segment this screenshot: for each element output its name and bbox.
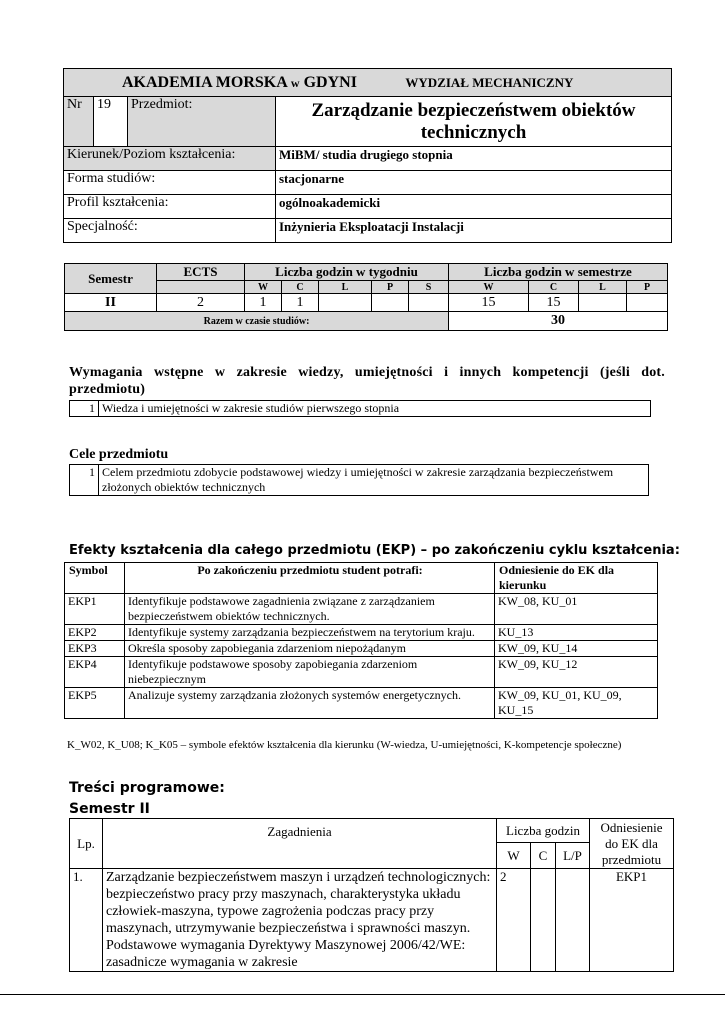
- outcomes-header-symbol: Symbol: [65, 563, 125, 594]
- table-row: [65, 594, 658, 625]
- program-header-w: W: [497, 843, 531, 869]
- sub-header-c-sem: C: [529, 281, 579, 294]
- sub-header-c: C: [282, 281, 319, 294]
- outcomes-header-description: Po zakończeniu przedmiotu student potrafi:: [125, 563, 495, 594]
- program-row-reference: EKP1: [590, 869, 674, 972]
- academy-header-cell: [64, 69, 672, 97]
- field-label: Kierunek/Poziom kształcenia:: [64, 147, 276, 171]
- program-row-number: 1.: [70, 869, 103, 972]
- course-header-table: [63, 68, 672, 243]
- field-value: MiBM/ studia drugiego stopnia: [276, 147, 672, 171]
- study-form-value: stacjonarne: [276, 171, 672, 195]
- outcome-text: Identyfikuje podstawowe sposoby zapobiegania zdarzeniom niebezpiecznym: [125, 657, 495, 688]
- outcome-text: Określa sposoby zapobiegania zdarzeniom niepożądanym: [125, 641, 495, 657]
- total-label: Razem w czasie studiów:: [65, 312, 449, 331]
- outcome-reference: KW_08, KU_01: [495, 594, 658, 625]
- outcome-reference: KW_09, KU_14: [495, 641, 658, 657]
- nr-label: Nr: [64, 97, 94, 147]
- requirement-text: Wiedza i umiejętności w zakresie studiów pierwszego stopnia: [99, 401, 651, 417]
- weekly-hours-header: Liczba godzin w tygodniu: [245, 264, 449, 281]
- profile-label: Profil kształcenia:: [64, 195, 276, 219]
- profile-value: ogólnoakademicki: [276, 195, 672, 219]
- list-item: [70, 465, 649, 496]
- goal-number: 1: [70, 465, 99, 496]
- outcomes-note: K_W02, K_U08; K_K05 – symbole efektów kształcenia dla kierunku (W-wiedza, U-umiejętności, K-kompetencje społeczne): [67, 739, 622, 751]
- sem-l-value: [579, 294, 627, 312]
- outcome-symbol: EKP3: [65, 641, 125, 657]
- ects-header: ECTS: [157, 264, 245, 281]
- program-header-c: C: [531, 843, 556, 869]
- sub-header-s: S: [409, 281, 449, 294]
- program-row-w: 2: [497, 869, 531, 972]
- outcome-symbol: EKP2: [65, 625, 125, 641]
- goals-title: Cele przedmiotu: [69, 447, 169, 462]
- program-table: [69, 818, 674, 972]
- table-row: [65, 641, 658, 657]
- nr-value: 19: [94, 97, 128, 147]
- sub-header-w-sem: W: [449, 281, 529, 294]
- week-w-value: 1: [245, 294, 282, 312]
- program-header-topics: Zagadnienia: [103, 819, 497, 869]
- outcome-symbol: EKP5: [65, 688, 125, 719]
- program-title: Treści programowe:: [69, 780, 225, 796]
- semester-hours-table: [64, 263, 668, 331]
- ects-sub-empty: [157, 281, 245, 294]
- program-header-reference: Odniesienie do EK dla przedmiotu: [590, 819, 674, 869]
- program-semester: Semestr II: [69, 801, 150, 817]
- program-row-text: Zarządzanie bezpieczeństwem maszyn i urządzeń technologicznych: bezpieczeństwo pracy przy maszynach, charakterystyka układu człowiek-maszyna, typowe zagrożenia podczas pracy przy maszynach, utrzymywanie bezpieczeństwa i sprawności maszyn. Podstawowe wymagania Dyrektywy Maszynowej 2006/42/WE: zasadnicze wymagania w zakresie: [103, 869, 497, 972]
- academy-name: AKADEMIA MORSKA w GDYNI: [122, 73, 357, 91]
- outcomes-title: Efekty kształcenia dla całego przedmiotu (EKP) – po zakończeniu cyklu kształcenia:: [69, 543, 680, 558]
- outcomes-table: [64, 562, 658, 719]
- outcome-text: Identyfikuje systemy zarządzania bezpieczeństwem na terytorium kraju.: [125, 625, 495, 641]
- week-c-value: 1: [282, 294, 319, 312]
- sub-header-w: W: [245, 281, 282, 294]
- subject-title: Zarządzanie bezpieczeństwem obiektów technicznych: [276, 97, 672, 147]
- sem-p-value: [627, 294, 668, 312]
- sub-header-l: L: [319, 281, 372, 294]
- page-bottom-divider: [0, 994, 725, 995]
- total-value: 30: [449, 312, 668, 331]
- program-header-lp2: L/P: [556, 843, 590, 869]
- outcome-symbol: EKP4: [65, 657, 125, 688]
- table-row: [65, 688, 658, 719]
- sem-w-value: 15: [449, 294, 529, 312]
- outcome-reference: KW_09, KU_01, KU_09, KU_15: [495, 688, 658, 719]
- table-row: [70, 869, 674, 972]
- program-header-hours: Liczba godzin: [497, 819, 590, 843]
- outcome-text: Identyfikuje podstawowe zagadnienia związane z zarządzaniem bezpieczeństwem obiektów technicznych.: [125, 594, 495, 625]
- week-l-value: [319, 294, 372, 312]
- week-s-value: [409, 294, 449, 312]
- subject-label: Przedmiot:: [128, 97, 276, 147]
- outcome-reference: KW_09, KU_12: [495, 657, 658, 688]
- goal-text: Celem przedmiotu zdobycie podstawowej wiedzy i umiejętności w zakresie zarządzania bezpieczeństwem złożonych obiektów technicznych: [99, 465, 649, 496]
- sub-header-p-sem: P: [627, 281, 668, 294]
- faculty-name: WYDZIAŁ MECHANICZNY: [405, 74, 574, 90]
- outcome-symbol: EKP1: [65, 594, 125, 625]
- outcome-text: Analizuje systemy zarządzania złożonych systemów energetycznych.: [125, 688, 495, 719]
- requirements-table: [69, 400, 651, 417]
- program-row-lp: [556, 869, 590, 972]
- goals-table: [69, 464, 649, 496]
- program-row-c: [531, 869, 556, 972]
- table-row: [65, 625, 658, 641]
- program-header-lp: Lp.: [70, 819, 103, 869]
- requirement-number: 1: [70, 401, 99, 417]
- study-form-label: Forma studiów:: [64, 171, 276, 195]
- sub-header-p: P: [372, 281, 409, 294]
- specialty-value: Inżynieria Eksploatacji Instalacji: [276, 219, 672, 243]
- ects-value: 2: [157, 294, 245, 312]
- sem-c-value: 15: [529, 294, 579, 312]
- specialty-label: Specjalność:: [64, 219, 276, 243]
- table-row: [65, 657, 658, 688]
- outcomes-header-reference: Odniesienie do EK dla kierunku: [495, 563, 658, 594]
- semester-hours-header: Liczba godzin w semestrze: [449, 264, 668, 281]
- requirements-title: Wymagania wstępne w zakresie wiedzy, umiejętności i innych kompetencji (jeśli dot. przedmiotu): [69, 365, 665, 397]
- outcome-reference: KU_13: [495, 625, 658, 641]
- semester-header: Semestr: [65, 264, 157, 294]
- sub-header-l-sem: L: [579, 281, 627, 294]
- semester-value: II: [65, 294, 157, 312]
- list-item: [70, 401, 651, 417]
- week-p-value: [372, 294, 409, 312]
